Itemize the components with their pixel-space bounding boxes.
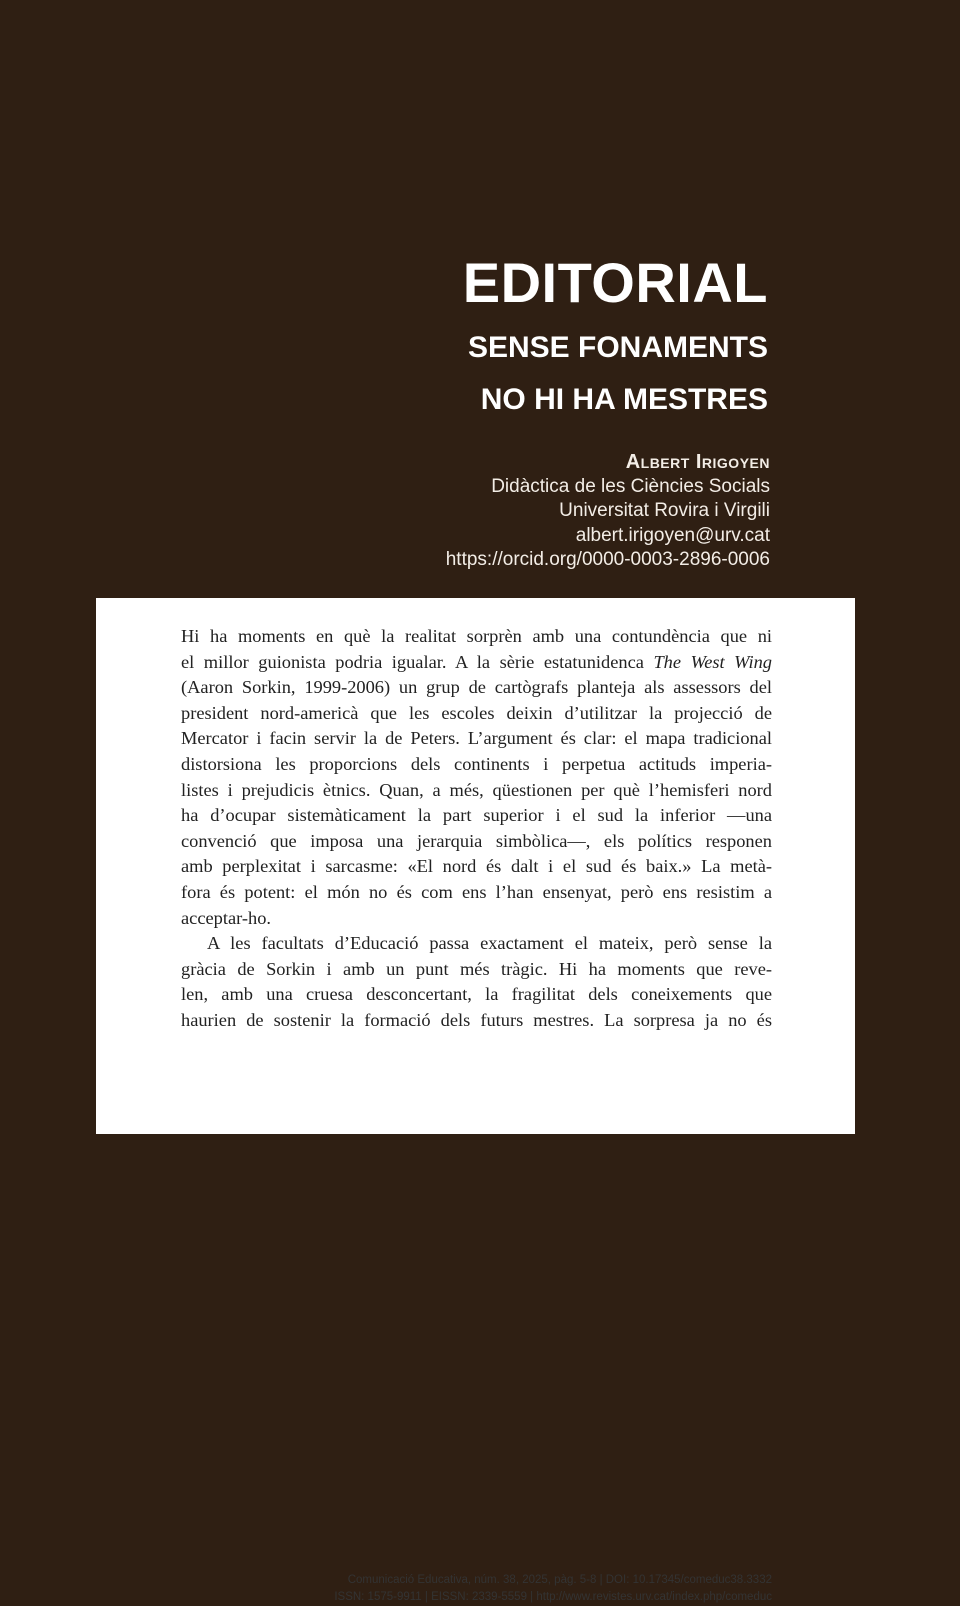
article-title — [468, 322, 768, 426]
body-line — [181, 982, 772, 1008]
body-line — [181, 931, 772, 957]
text-segment: Hi ha moments en què la realitat sorprèn amb una contundència que ni — [181, 626, 772, 646]
text-segment: Mercator i facin servir la de Peters. L’argument és clar: el mapa tradicional — [181, 728, 772, 749]
issn-line: ISSN: 1575-9911 | EISSN: 2339-5559 | http://www.revistes.urv.cat/index.php/comeduc — [334, 1591, 772, 1603]
text-segment: A les facultats d’Educació passa exactament el mateix, però sense la — [207, 933, 772, 954]
author-university: Universitat Rovira i Virgili — [559, 500, 770, 521]
body-line — [181, 752, 772, 778]
text-segment: distorsiona les proporcions dels continents i perpetua actituds imperia- — [181, 753, 772, 774]
article-body-panel — [96, 598, 855, 1603]
body-line — [181, 624, 772, 650]
author-orcid[interactable]: https://orcid.org/0000-0003-2896-0006 — [445, 549, 770, 570]
author-email[interactable]: albert.irigoyen@urv.cat — [575, 524, 770, 546]
body-line — [181, 854, 772, 880]
text-segment: el millor guionista podria igualar. A la sèrie estatunidenca — [181, 651, 654, 672]
text-segment: fora és potent: el món no és com ens l’han ensenyat, però ens resistim a — [181, 881, 772, 902]
body-line — [181, 803, 772, 829]
body-line — [181, 701, 772, 727]
text-segment: president nord-americà que les escoles deixin d’utilitzar la projecció de — [181, 702, 772, 723]
author-name: Albert Irigoyen — [625, 451, 770, 473]
italic-title: The West Wing — [653, 651, 772, 672]
article-body — [181, 624, 772, 1034]
editorial-heading: EDITORIAL — [462, 251, 768, 314]
body-line — [181, 957, 772, 983]
title-line: NO HI HA MESTRES — [480, 383, 768, 416]
author-block — [446, 450, 770, 573]
text-segment: ha d’ocupar sistemàticament la part superior i el sud la inferior —una — [181, 805, 772, 826]
text-segment: amb perplexitat i sarcasme: «El nord és dalt i el sud és baix.» La metà- — [181, 856, 772, 877]
body-line — [181, 650, 772, 676]
body-line — [181, 726, 772, 752]
body-line — [181, 829, 772, 855]
text-segment: listes i prejudicis ètnics. Quan, a més, qüestionen per què l’hemisferi nord — [181, 779, 772, 800]
body-line — [181, 1008, 772, 1034]
citation-line: Comunicació Educativa, núm. 38, 2025, pàg. 5-8 | DOI: 10.17345/comeduc38.3332 — [347, 1574, 772, 1586]
body-line — [181, 675, 772, 701]
citation-footer — [334, 1572, 772, 1606]
text-segment: gràcia de Sorkin i amb un punt més tràgic. Hi ha moments que reve- — [181, 958, 772, 979]
text-segment: (Aaron Sorkin, 1999-2006) un grup de cartògrafs planteja als assessors del — [181, 677, 772, 698]
text-segment: convenció que imposa una jerarquia simbòlica—, els polítics responen — [181, 830, 772, 851]
body-line — [181, 880, 772, 906]
body-line — [181, 906, 772, 932]
author-department: Didàctica de les Ciències Socials — [491, 475, 770, 497]
title-line: SENSE FONAMENTS — [467, 331, 768, 364]
body-line — [181, 778, 772, 804]
text-segment: len, amb una cruesa desconcertant, la fragilitat dels coneixements que — [181, 984, 772, 1005]
text-segment: haurien de sostenir la formació dels futurs mestres. La sorpresa ja no és — [181, 1009, 772, 1030]
text-segment: acceptar-ho. — [181, 907, 271, 928]
